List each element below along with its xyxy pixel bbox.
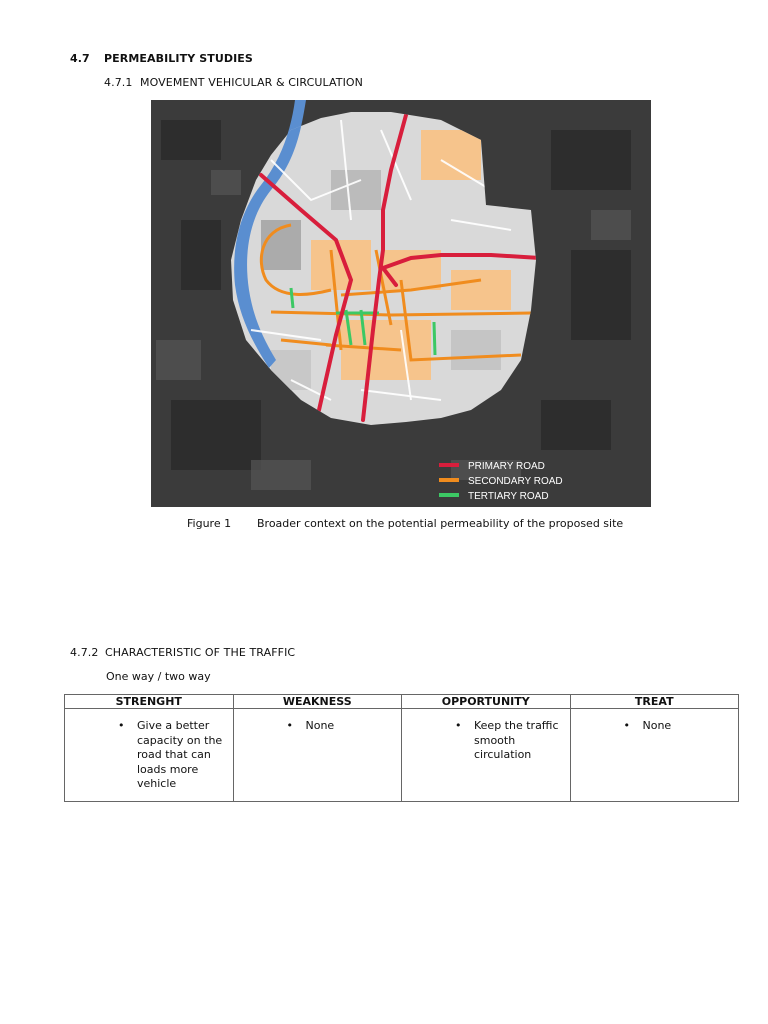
opportunity-text: Keep the traffic smooth circulation	[474, 719, 559, 761]
strength-text: Give a better capacity on the road that can loads more vehicle	[137, 719, 223, 790]
subsection-title-1: MOVEMENT VEHICULAR & CIRCULATION	[140, 76, 364, 89]
figure-caption-text: Broader context on the potential permeability of the proposed site	[257, 517, 624, 530]
cell-opportunity	[402, 709, 571, 802]
bullet-icon: •	[118, 719, 125, 732]
swot-header-row	[65, 695, 739, 709]
figure-caption	[187, 517, 623, 530]
header-opportunity: OPPORTUNITY	[402, 695, 571, 709]
subsection-number-2: 4.7.2	[70, 646, 99, 659]
swot-table	[64, 694, 739, 802]
cell-strength	[65, 709, 234, 802]
traffic-subtitle: One way / two way	[106, 670, 211, 683]
swot-row	[65, 709, 739, 802]
permeability-map-figure	[151, 100, 651, 507]
subsection-title-2: CHARACTERISTIC OF THE TRAFFIC	[105, 646, 296, 659]
legend-secondary-label: SECONDARY ROAD	[468, 476, 563, 487]
header-weakness: WEAKNESS	[233, 695, 402, 709]
subsection-number-1: 4.7.1	[104, 76, 133, 89]
legend-tertiary-label: TERTIARY ROAD	[468, 491, 549, 502]
bullet-icon: •	[623, 719, 630, 732]
subsection-heading-1	[104, 76, 363, 89]
bullet-icon: •	[286, 719, 293, 732]
subsection-heading-2	[70, 646, 295, 659]
cell-weakness	[233, 709, 402, 802]
figure-label: Figure 1	[187, 517, 232, 530]
header-strength: STRENGHT	[65, 695, 234, 709]
legend-primary-label: PRIMARY ROAD	[468, 461, 545, 472]
satellite-map	[151, 100, 651, 507]
section-title: PERMEABILITY STUDIES	[104, 52, 253, 65]
section-number: 4.7	[70, 52, 90, 65]
section-heading	[70, 52, 253, 65]
weakness-text: None	[305, 719, 335, 732]
threat-text: None	[642, 719, 672, 732]
bullet-icon: •	[455, 719, 462, 732]
cell-threat	[570, 709, 739, 802]
header-threat: TREAT	[570, 695, 739, 709]
